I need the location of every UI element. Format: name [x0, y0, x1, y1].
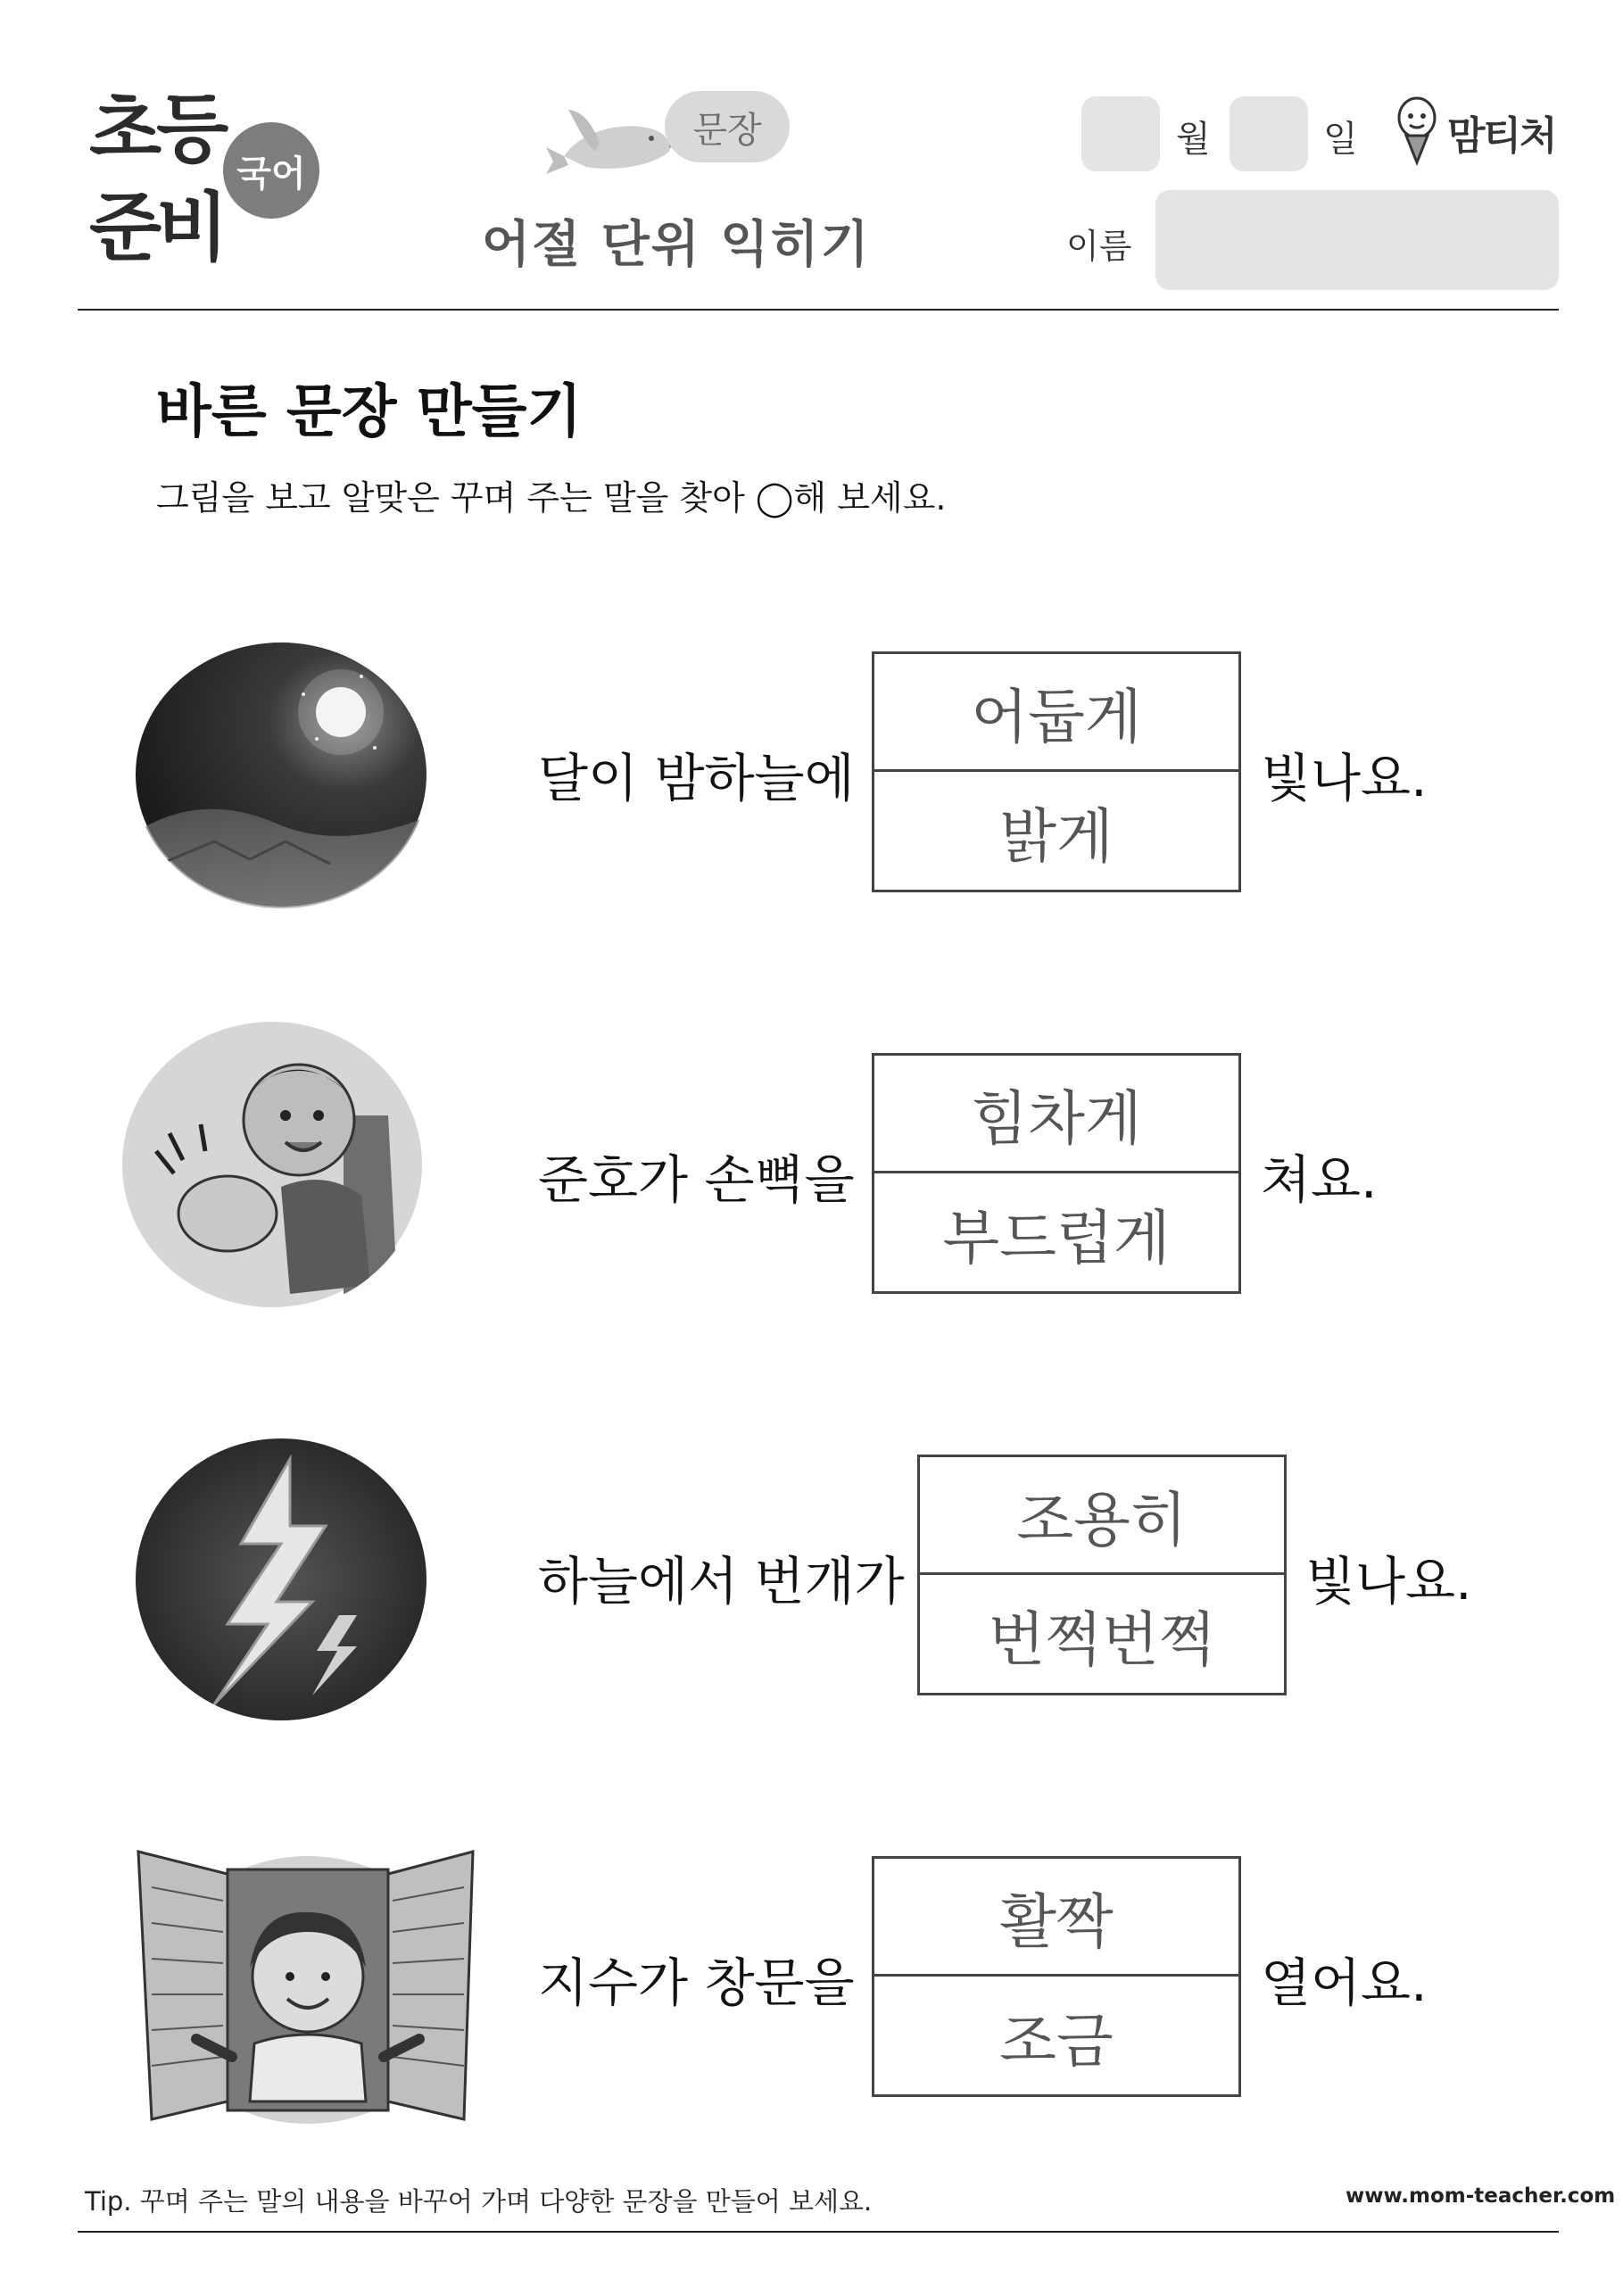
choice-option[interactable]: 번쩍번쩍: [988, 1604, 1216, 1674]
girl-window-picture: [98, 1834, 500, 2128]
choice-box: [872, 1856, 1241, 2097]
sentence-start: 준호가 손뼉을: [538, 1149, 855, 1210]
brand-logo: [1392, 87, 1561, 168]
bird-icon: [546, 103, 680, 192]
sentence-start: 지수가 창문을: [538, 1952, 855, 2013]
choice-option[interactable]: 활짝: [874, 1859, 1238, 1977]
choice-box: [917, 1455, 1287, 1695]
tip-text: Tip. 꾸며 주는 말의 내용을 바꾸어 가며 다양한 문장을 만들어 보세요.: [85, 2186, 873, 2217]
name-field[interactable]: [1155, 190, 1559, 290]
series-logo: [89, 85, 321, 290]
topic-badge: 문장: [665, 91, 790, 162]
instruction-text: 그림을 보고 알맞은 꾸며 주는 말을 찾아 ◯해 보세요.: [156, 478, 947, 518]
choice-option[interactable]: 부드럽게: [942, 1203, 1171, 1272]
sentence-start: 하늘에서 번개가: [538, 1551, 905, 1612]
lesson-subtitle: 어절 단위 익히기: [482, 216, 871, 274]
sentence-start: 달이 밤하늘에: [538, 748, 855, 808]
logo-line-1: 초등: [89, 86, 224, 173]
choice-box: [872, 651, 1241, 892]
sentence-end: 빛나요.: [1261, 748, 1428, 808]
subject-badge: 국어: [223, 122, 319, 219]
choice-option[interactable]: 밝게: [999, 801, 1114, 871]
site-url: www.mom-teacher.com: [1346, 2184, 1616, 2208]
day-label: 일: [1323, 119, 1358, 160]
day-field[interactable]: [1230, 96, 1308, 171]
sentence-end: 열어요.: [1261, 1952, 1428, 2013]
moon-night-picture: [134, 641, 428, 908]
choice-option[interactable]: 어둡게: [874, 654, 1238, 772]
choice-box: [872, 1053, 1241, 1294]
brand-name: 맘티처: [1447, 113, 1556, 159]
name-label: 이름: [1066, 227, 1132, 266]
footer-divider: [78, 2231, 1559, 2233]
choice-option[interactable]: 힘차게: [874, 1056, 1238, 1173]
sentence-end: 쳐요.: [1261, 1149, 1378, 1210]
pencil-mascot-icon: [1392, 95, 1445, 166]
boy-clapping-picture: [120, 1017, 424, 1312]
logo-line-2: 준비: [89, 184, 224, 271]
lightning-picture: [134, 1437, 428, 1722]
month-field[interactable]: [1081, 96, 1160, 171]
choice-option[interactable]: 조금: [999, 2006, 1114, 2076]
month-label: 월: [1176, 119, 1211, 160]
section-title: 바른 문장 만들기: [156, 379, 583, 445]
header-divider: [78, 309, 1559, 311]
choice-option[interactable]: 조용히: [920, 1457, 1284, 1575]
sentence-end: 빛나요.: [1305, 1551, 1472, 1612]
